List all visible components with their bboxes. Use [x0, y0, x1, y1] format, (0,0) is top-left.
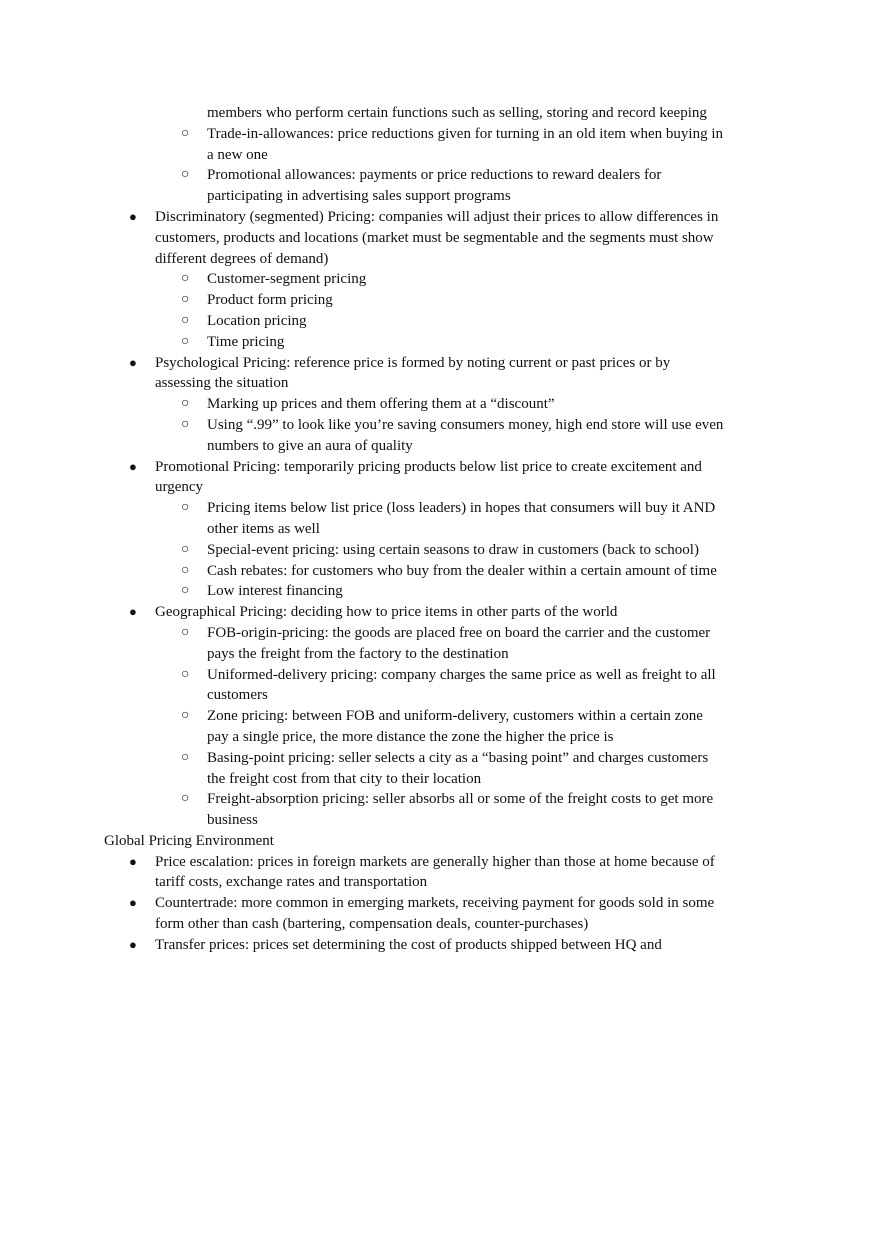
- hollow-bullet-icon: ○: [181, 333, 190, 349]
- sub-list-item: [104, 789, 727, 831]
- list-item-text: Special-event pricing: using certain seasons to draw in customers (back to school): [207, 541, 699, 558]
- filled-bullet-icon: ●: [129, 936, 137, 952]
- hollow-bullet-icon: ○: [181, 541, 190, 557]
- list-item-text: Basing-point pricing: seller selects a city as a “basing point” and charges customers the freight cost from that city to their location: [207, 749, 709, 787]
- list-item-text: Promotional allowances: payments or price reductions to reward dealers for participating in advertising sales support programs: [207, 167, 662, 205]
- hollow-bullet-icon: ○: [181, 791, 190, 807]
- sub-list-item: [104, 561, 727, 582]
- filled-bullet-icon: ●: [129, 458, 137, 474]
- list-item-text: Using “.99” to look like you’re saving consumers money, high end store will use even numbers to give an aura of quality: [207, 416, 724, 454]
- sub-list-item: [104, 540, 727, 561]
- list-item-text: Price escalation: prices in foreign markets are generally higher than those at home because of tariff costs, exchange rates and transportation: [155, 853, 715, 891]
- list-item: [104, 893, 727, 935]
- list-item: [104, 602, 727, 623]
- hollow-bullet-icon: ○: [181, 708, 190, 724]
- list-item-text: Uniformed-delivery pricing: company charges the same price as well as freight to all customers: [207, 666, 716, 704]
- list-item: [104, 852, 727, 894]
- hollow-bullet-icon: ○: [181, 583, 190, 599]
- sub-list-item: [104, 165, 727, 207]
- hollow-bullet-icon: ○: [181, 167, 190, 183]
- list-item: [104, 353, 727, 395]
- filled-bullet-icon: ●: [129, 604, 137, 620]
- list-item-text: Trade-in-allowances: price reductions given for turning in an old item when buying in a new one: [207, 125, 723, 163]
- sub-list-item: [104, 311, 727, 332]
- filled-bullet-icon: ●: [129, 853, 137, 869]
- sub-list-item: [104, 415, 727, 457]
- list-item-text: Product form pricing: [207, 292, 333, 309]
- hollow-bullet-icon: ○: [181, 312, 190, 328]
- list-item-text: Location pricing: [207, 312, 307, 329]
- hollow-bullet-icon: ○: [181, 500, 190, 516]
- list-item-text: Freight-absorption pricing: seller absorbs all or some of the freight costs to get more business: [207, 791, 714, 829]
- bullet-list: [104, 124, 744, 956]
- sub-list-item: [104, 498, 727, 540]
- hollow-bullet-icon: ○: [181, 624, 190, 640]
- sub-list-item: [104, 124, 727, 166]
- hollow-bullet-icon: ○: [181, 749, 190, 765]
- list-item-text: Pricing items below list price (loss leaders) in hopes that consumers will buy it AND other items as well: [207, 500, 716, 537]
- list-item: [104, 457, 727, 499]
- hollow-bullet-icon: ○: [181, 396, 190, 412]
- hollow-bullet-icon: ○: [181, 271, 190, 287]
- filled-bullet-icon: ●: [129, 354, 137, 370]
- list-item-text: Countertrade: more common in emerging markets, receiving payment for goods sold in some form other than cash (bartering, compensation deals, counter-purchases): [155, 895, 715, 933]
- section-heading: Global Pricing Environment: [104, 832, 274, 849]
- sub-list-item: [104, 581, 727, 602]
- list-item: [104, 935, 727, 956]
- list-item-text: FOB-origin-pricing: the goods are placed free on board the carrier and the customer pays the freight from the factory to the destination: [207, 624, 711, 662]
- list-item-text: Marking up prices and them offering them at a “discount”: [207, 396, 555, 413]
- list-item-text: Low interest financing: [207, 583, 343, 600]
- sub-list-item: [104, 394, 727, 415]
- list-item-text: Geographical Pricing: deciding how to price items in other parts of the world: [155, 604, 618, 621]
- hollow-bullet-icon: ○: [181, 666, 190, 682]
- hollow-bullet-icon: ○: [181, 292, 190, 308]
- list-item-text: Discriminatory (segmented) Pricing: companies will adjust their prices to allow differences in customers, products and locations (market must be segmentable and the segments must show different degrees of demand): [155, 208, 719, 267]
- sub-list-item: [104, 623, 727, 665]
- list-item-text: Zone pricing: between FOB and uniform-delivery, customers within a certain zone pay a single price, the more distance the zone the higher the price is: [207, 708, 703, 745]
- filled-bullet-icon: ●: [129, 208, 137, 224]
- hollow-bullet-icon: ○: [181, 125, 190, 141]
- sub-list-item: [104, 269, 727, 290]
- list-item-text: Transfer prices: prices set determining the cost of products shipped between HQ and: [155, 936, 662, 953]
- sub-list-item: [104, 748, 727, 790]
- hollow-bullet-icon: ○: [181, 562, 190, 578]
- list-item-text: Psychological Pricing: reference price is formed by noting current or past prices or by assessing the situation: [155, 354, 671, 392]
- list-item: [104, 207, 727, 269]
- sub-list-item: [104, 706, 727, 748]
- sub-list-item: [104, 332, 727, 353]
- continuation-text: members who perform certain functions such as selling, storing and record keeping: [207, 105, 707, 121]
- list-item-text: Customer-segment pricing: [207, 271, 367, 288]
- document-body: [104, 103, 744, 956]
- sub-list-item: [104, 290, 727, 311]
- list-item-text: Cash rebates: for customers who buy from the dealer within a certain amount of time: [207, 562, 717, 579]
- list-item-text: Promotional Pricing: temporarily pricing products below list price to create excitement and urgency: [155, 458, 702, 496]
- hollow-bullet-icon: ○: [181, 416, 190, 432]
- filled-bullet-icon: ●: [129, 895, 137, 911]
- list-item-text: Time pricing: [207, 333, 285, 350]
- sub-list-item: [104, 665, 727, 707]
